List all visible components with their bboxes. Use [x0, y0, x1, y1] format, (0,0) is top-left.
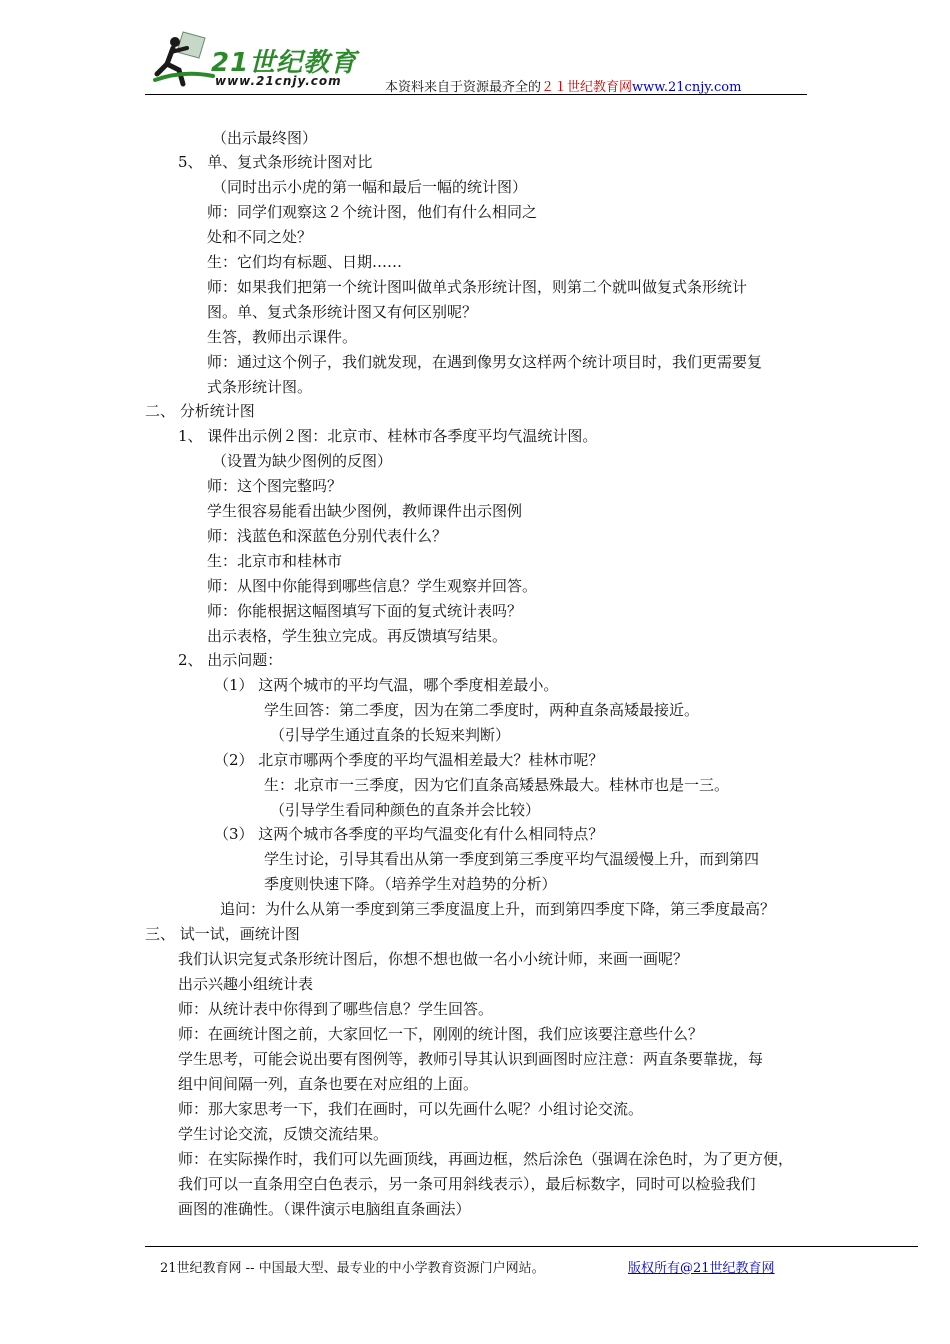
body-line: （3） 这两个城市各季度的平均气温变化有什么相同特点？ [214, 825, 604, 843]
body-line: 5、 单、复式条形统计图对比 [178, 153, 373, 171]
body-line: 师：你能根据这幅图填写下面的复式统计表吗？ [207, 602, 523, 620]
footer-copyright-link[interactable]: 版权所有@21世纪教育网 [628, 1261, 775, 1276]
body-line: （2） 北京市哪两个季度的平均气温相差最大？桂林市呢？ [214, 751, 604, 769]
site-logo [153, 30, 383, 90]
body-line: 我们认识完复式条形统计图后，你想不想也做一名小小统计师，来画一画呢？ [178, 950, 689, 968]
header-source-site[interactable]: ２１世纪教育网 [541, 80, 633, 95]
logo-url: www.21cnjy.com [215, 74, 342, 88]
body-line: 师：同学们观察这２个统计图，他们有什么相同之 [207, 203, 538, 221]
body-line: 生答，教师出示课件。 [207, 328, 358, 346]
body-line: 2、 出示问题： [178, 651, 283, 669]
body-line: 师：在实际操作时，我们可以先画顶线，再画边框，然后涂色（强调在涂色时，为了更方便， [178, 1150, 794, 1168]
body-line: 学生讨论交流，反馈交流结果。 [178, 1125, 389, 1143]
body-line: 二、 分析统计图 [145, 402, 255, 420]
header-source-prefix: 本资料来自于资源最齐全的 [385, 80, 542, 95]
body-line: 师：浅蓝色和深蓝色分别代表什么？ [207, 527, 448, 545]
body-line: 画图的准确性。（课件演示电脑组直条画法） [178, 1200, 471, 1218]
body-line: 学生思考，可能会说出要有图例等，教师引导其认识到画图时应注意：两直条要靠拢，每 [178, 1050, 764, 1068]
footer-site-description: 21世纪教育网 -- 中国最大型、最专业的中小学教育资源门户网站。 [160, 1261, 545, 1276]
body-line: 学生很容易能看出缺少图例，教师课件出示图例 [207, 502, 523, 520]
body-line: （设置为缺少图例的反图） [212, 452, 393, 470]
body-line: 生：北京市一三季度，因为它们直条高矮悬殊最大。桂林市也是一三。 [264, 776, 730, 794]
body-line: 出示兴趣小组统计表 [178, 975, 314, 993]
body-line: （同时出示小虎的第一幅和最后一幅的统计图） [212, 178, 528, 196]
body-line: 季度则快速下降。（培养学生对趋势的分析） [264, 875, 557, 893]
body-line: （出示最终图） [212, 129, 318, 147]
logo-title: 21世纪教育 [211, 48, 358, 78]
body-line: 学生回答：第二季度，因为在第二季度时，两种直条高矮最接近。 [264, 701, 700, 719]
body-line: 师：那大家思考一下，我们在画时，可以先画什么呢？小组讨论交流。 [178, 1100, 644, 1118]
body-line: 追问：为什么从第一季度到第三季度温度上升，而到第四季度下降，第三季度最高？ [220, 900, 776, 918]
body-line: 式条形统计图。 [207, 378, 313, 396]
body-line: （1） 这两个城市的平均气温，哪个季度相差最小。 [214, 676, 559, 694]
body-line: 图。单、复式条形统计图又有何区别呢？ [207, 303, 478, 321]
body-line: 我们可以一直条用空白色表示，另一条可用斜线表示），最后标数字，同时可以检验我们 [178, 1175, 756, 1193]
header-source-text [385, 76, 741, 95]
page-header [145, 28, 807, 95]
body-line: （引导学生通过直条的长短来判断） [270, 726, 511, 744]
body-line: 出示表格，学生独立完成。再反馈填写结果。 [207, 627, 508, 645]
footer-divider [145, 1246, 918, 1247]
header-source-url[interactable]: www.21cnjy.com [632, 80, 742, 95]
body-line: 师：在画统计图之前，大家回忆一下，刚刚的统计图，我们应该要注意些什么？ [178, 1025, 704, 1043]
body-line: 生：它们均有标题、日期…… [207, 253, 403, 271]
body-line: 学生讨论，引导其看出从第一季度到第三季度平均气温缓慢上升，而到第四 [264, 850, 760, 868]
body-line: 处和不同之处？ [207, 228, 313, 246]
body-line: 师：从统计表中你得到了哪些信息？学生回答。 [178, 1000, 494, 1018]
body-line: 师：从图中你能得到哪些信息？学生观察并回答。 [207, 577, 538, 595]
body-line: 师：如果我们把第一个统计图叫做单式条形统计图，则第二个就叫做复式条形统计 [207, 278, 748, 296]
body-line: （引导学生看同种颜色的直条并会比较） [270, 801, 541, 819]
body-line: 师：通过这个例子，我们就发现，在遇到像男女这样两个统计项目时，我们更需要复 [207, 353, 763, 371]
body-line: 组中间间隔一列，直条也要在对应组的上面。 [178, 1075, 479, 1093]
body-line: 生：北京市和桂林市 [207, 552, 343, 570]
body-line: 师：这个图完整吗？ [207, 477, 343, 495]
body-line: 三、 试一试，画统计图 [145, 925, 300, 943]
body-line: 1、 课件出示例２图：北京市、桂林市各季度平均气温统计图。 [178, 427, 598, 445]
